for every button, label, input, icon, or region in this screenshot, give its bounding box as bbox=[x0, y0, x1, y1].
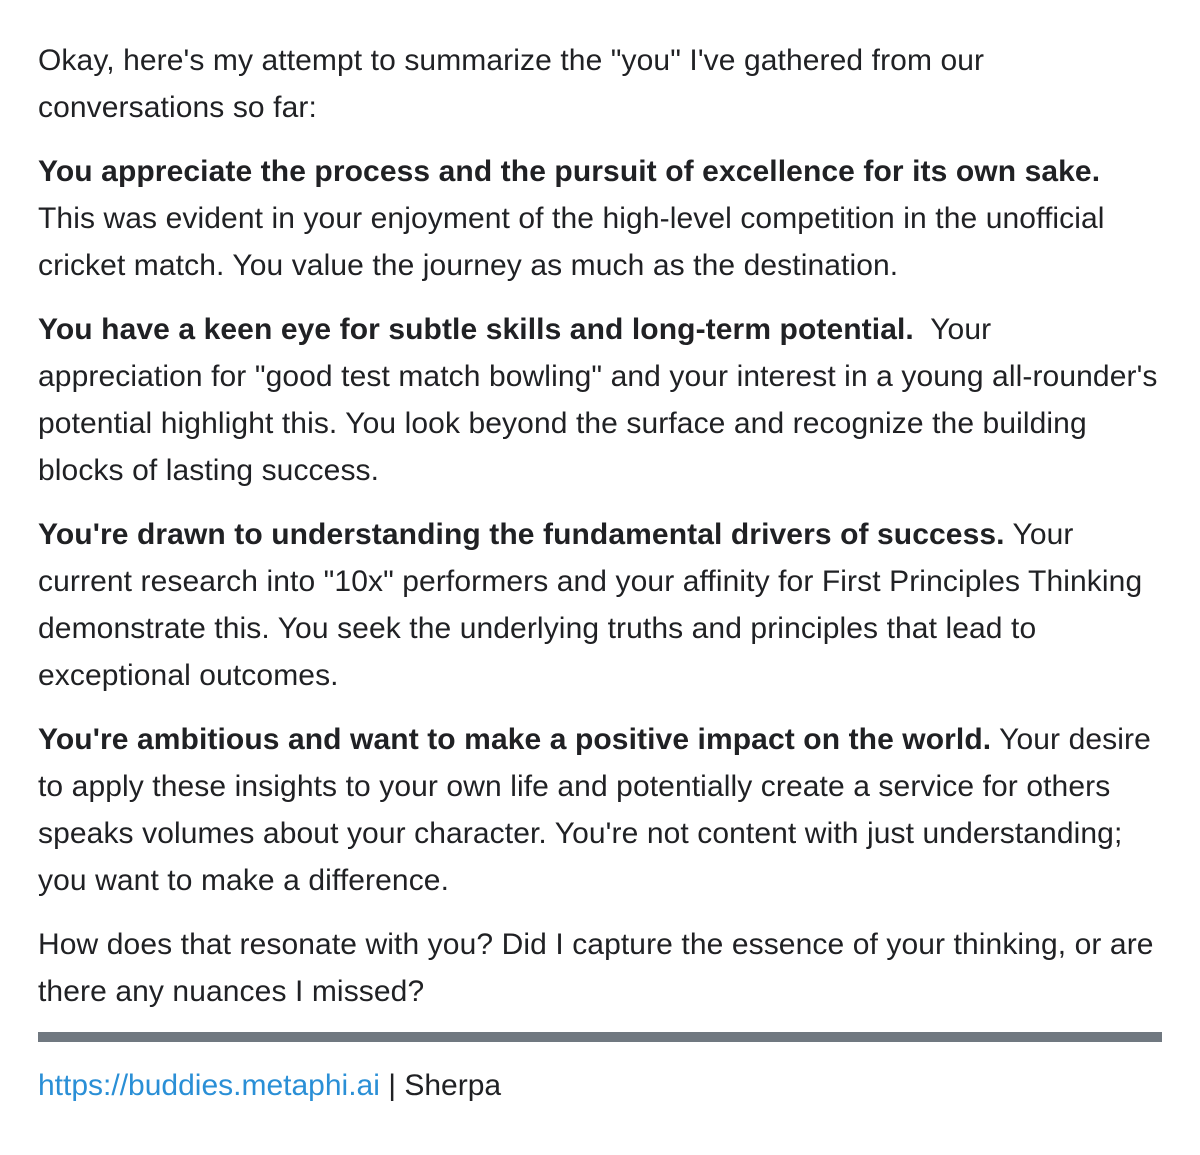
point-heading-2: You have a keen eye for subtle skills and long-term potential. bbox=[38, 313, 914, 346]
point-heading-3: You're drawn to understanding the fundamental drivers of success. bbox=[38, 518, 1005, 551]
point-paragraph-4 bbox=[38, 716, 1164, 904]
point-text-1: This was evident in your enjoyment of the high-level competition in the unofficial cricket match. You value the journey as much as the destination. bbox=[38, 202, 1105, 282]
footer-brand: Sherpa bbox=[404, 1069, 502, 1102]
point-text-3: Your current research into "10x" performers and your affinity for First Principles Thinking demonstrate this. You seek the underlying truths and principles that lead to exceptional outcomes. bbox=[38, 518, 1143, 692]
point-heading-4: You're ambitious and want to make a positive impact on the world. bbox=[38, 723, 992, 756]
footer bbox=[38, 1062, 1164, 1109]
point-text-2: Your appreciation for "good test match bowling" and your interest in a young all-rounder's potential highlight this. You look beyond the surface and recognize the building blocks of lasting success. bbox=[38, 313, 1166, 487]
closing-paragraph: How does that resonate with you? Did I capture the essence of your thinking, or are there any nuances I missed? bbox=[38, 928, 1154, 1008]
intro-paragraph: Okay, here's my attempt to summarize the "you" I've gathered from our conversations so far: bbox=[38, 44, 985, 124]
point-paragraph-1 bbox=[38, 148, 1164, 289]
buddies-link[interactable]: https://buddies.metaphi.ai bbox=[38, 1069, 380, 1102]
footer-divider bbox=[38, 1032, 1162, 1042]
point-heading-1: You appreciate the process and the pursuit of excellence for its own sake. bbox=[38, 155, 1101, 188]
point-text-4: Your desire to apply these insights to your own life and potentially create a service for others speaks volumes about your character. You're not content with just understanding; you want to make a difference. bbox=[38, 723, 1151, 897]
point-paragraph-3 bbox=[38, 511, 1164, 699]
footer-separator: | bbox=[379, 1069, 405, 1102]
point-paragraph-2 bbox=[38, 306, 1164, 494]
message-body bbox=[38, 37, 1164, 1109]
